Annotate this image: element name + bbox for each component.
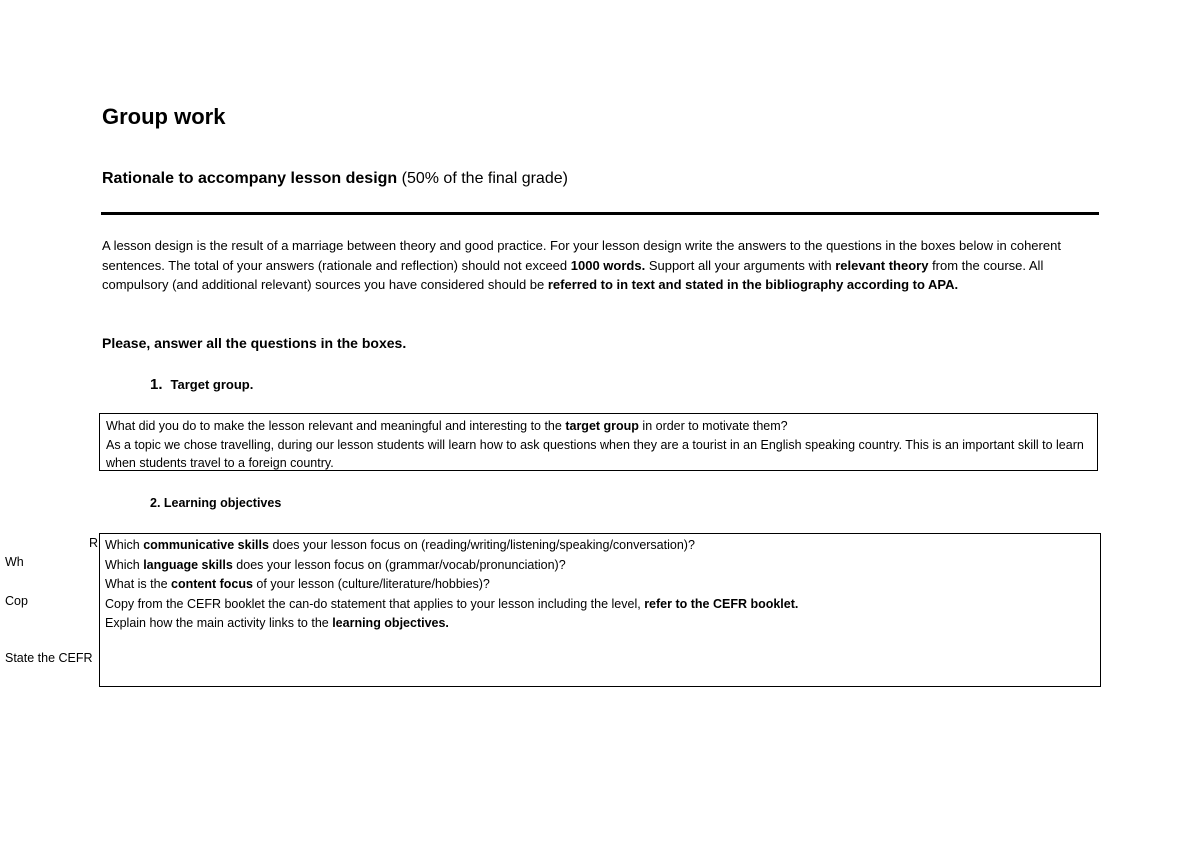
- section-learning-objectives: 2. Learning objectives: [150, 496, 282, 510]
- intro-paragraph: [102, 236, 1102, 295]
- intro-text-2: Support all your arguments with: [645, 257, 836, 273]
- main-activity-question: [105, 614, 1095, 634]
- side-fragment-r: R: [89, 536, 99, 550]
- subtitle: [102, 170, 568, 188]
- intro-relevant-theory: relevant theory: [835, 257, 929, 273]
- side-fragment-wh: Wh: [5, 555, 24, 569]
- learning-objectives-answer-box[interactable]: [99, 533, 1101, 687]
- communicative-skills-question: [105, 536, 1095, 556]
- question-text: What is the: [105, 577, 171, 591]
- subtitle-rest: (50% of the final grade): [397, 170, 568, 187]
- intro-apa-note: referred to in text and stated in the bibliography according to APA.: [547, 277, 959, 292]
- question-text: Copy from the CEFR booklet the can-do statement that applies to your lesson including the level,: [105, 596, 645, 611]
- intro-text-3: from the course. All compulsory (and additional relevant) sources you have considered should be: [102, 257, 1044, 292]
- section-target-group: [150, 376, 253, 393]
- cefr-statement-question: [105, 595, 1095, 615]
- horizontal-rule: [101, 212, 1099, 215]
- question-bold: target group: [565, 419, 639, 433]
- language-skills-question: [105, 556, 1095, 576]
- question-bold: learning objectives.: [332, 616, 449, 630]
- intro-word-limit: 1000 words.: [570, 257, 646, 273]
- target-group-answer: As a topic we chose travelling, during our lesson students will learn how to ask questions when they are a tourist in an English speaking country. This is an important skill to learn when students travel to a foreign country.: [106, 437, 1084, 470]
- target-group-question: [106, 417, 1091, 436]
- question-text: does your lesson focus on (reading/writing/listening/speaking/conversation)?: [268, 538, 695, 552]
- question-bold: communicative skills: [143, 538, 269, 552]
- page-title: Group work: [102, 104, 226, 129]
- question-text: Which: [105, 538, 144, 552]
- question-bold: content focus: [171, 577, 253, 591]
- question-bold: language skills: [143, 557, 233, 572]
- side-fragment-cop: Cop: [5, 594, 28, 608]
- intro-text-1: A lesson design is the result of a marriage between theory and good practice. For your lesson design write the answers to the questions in the boxes below in coherent sentences. The total of your answers (rationale and reflection) should not exceed: [102, 238, 1061, 273]
- side-fragment-cefr: State the CEFR: [5, 651, 93, 665]
- question-text: What did you do to make the lesson relevant and meaningful and interesting to the: [106, 419, 566, 433]
- section-1-number: 1.: [150, 376, 163, 393]
- question-bold: refer to the CEFR booklet.: [644, 596, 799, 611]
- question-text: Explain how the main activity links to the: [105, 616, 333, 630]
- question-text: Which: [105, 557, 144, 572]
- subtitle-bold: Rationale to accompany lesson design: [102, 170, 398, 187]
- instructions-heading: Please, answer all the questions in the boxes.: [102, 335, 407, 351]
- question-text: of your lesson (culture/literature/hobbies)?: [252, 577, 490, 591]
- content-focus-question: [105, 575, 1095, 595]
- section-1-label: Target group.: [170, 377, 254, 392]
- target-group-answer-box[interactable]: [99, 413, 1098, 471]
- question-text: does your lesson focus on (grammar/vocab/pronunciation)?: [232, 557, 566, 572]
- question-text: in order to motivate them?: [638, 419, 788, 433]
